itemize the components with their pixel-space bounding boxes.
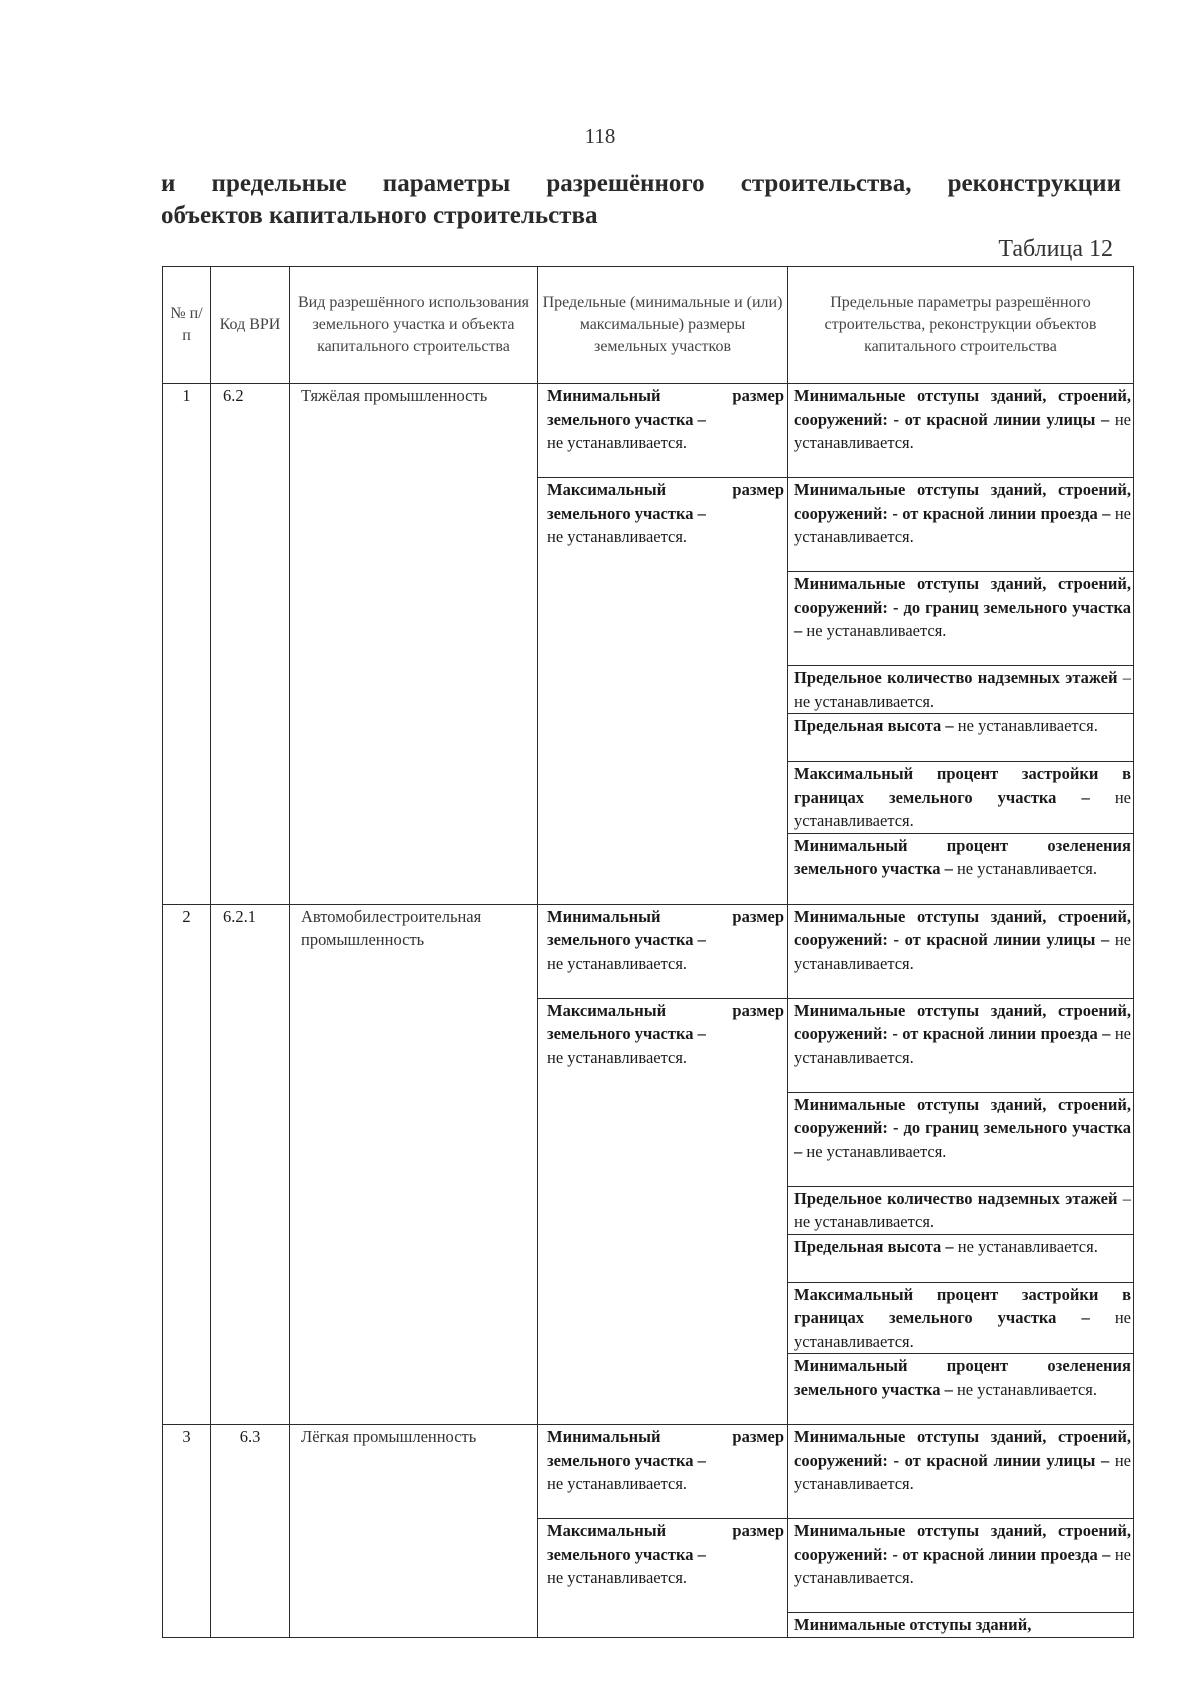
row-number: 1 bbox=[163, 384, 211, 905]
table-caption: Таблица 12 bbox=[998, 236, 1113, 262]
param-text bbox=[788, 478, 1133, 549]
param-text bbox=[788, 1519, 1133, 1590]
param-cell bbox=[788, 1519, 1134, 1613]
param-block bbox=[794, 1235, 1131, 1259]
param-block bbox=[794, 999, 1131, 1070]
param-value: не устанавливается. bbox=[794, 1450, 1131, 1493]
max-size-title: Максимальный размер земельного участка – bbox=[547, 480, 784, 523]
row-number: 2 bbox=[163, 904, 211, 1425]
param-text bbox=[788, 572, 1133, 643]
table-row bbox=[163, 384, 1134, 478]
table-row bbox=[163, 1425, 1134, 1519]
min-size-value: не устанавливается. bbox=[547, 953, 688, 973]
param-block bbox=[794, 478, 1131, 549]
param-block bbox=[794, 834, 1131, 881]
param-cell bbox=[788, 714, 1134, 762]
table-row bbox=[163, 904, 1134, 998]
param-title: Предельное количество надземных этажей bbox=[794, 1188, 1118, 1208]
param-value: не устанавливается. bbox=[794, 409, 1131, 452]
param-title: Минимальные отступы зданий, bbox=[794, 1615, 1032, 1634]
param-text bbox=[788, 714, 1133, 738]
param-detail: - от красной линии проезда – bbox=[892, 1024, 1111, 1043]
param-block bbox=[794, 1519, 1131, 1590]
min-size bbox=[538, 1425, 787, 1496]
min-size-cell bbox=[538, 384, 788, 478]
param-block bbox=[794, 1093, 1131, 1164]
param-text bbox=[788, 1425, 1133, 1496]
param-cell bbox=[788, 762, 1134, 834]
param-cell bbox=[788, 1186, 1134, 1234]
param-title: Минимальные отступы зданий, строений, сооружений: bbox=[794, 1000, 1131, 1043]
header-code: Код ВРИ bbox=[211, 267, 290, 384]
param-block bbox=[794, 1187, 1131, 1234]
row-land-use-type: Лёгкая промышленность bbox=[290, 1425, 538, 1638]
max-size-title: Максимальный размер земельного участка – bbox=[547, 1521, 784, 1564]
param-value: не устанавливается. bbox=[957, 716, 1098, 735]
param-value: не устанавливается. bbox=[794, 1024, 1131, 1067]
regulations-table bbox=[162, 266, 1134, 1638]
max-size bbox=[538, 1519, 787, 1590]
param-title: Максимальный процент застройки в границах земельного участка – bbox=[794, 1284, 1131, 1327]
param-detail: - от красной линии проезда – bbox=[892, 503, 1111, 523]
param-block bbox=[794, 1613, 1131, 1637]
min-size-title: Минимальный размер земельного участка – bbox=[547, 906, 784, 949]
param-detail: - до границ земельного участка – bbox=[794, 597, 1131, 640]
row-land-use-type: Автомобилестроительная промышленность bbox=[290, 904, 538, 1425]
header-sizes: Предельные (минимальные и (или) максимальные) размеры земельных участков bbox=[538, 267, 788, 384]
min-size-value: не устанавливается. bbox=[547, 433, 688, 452]
param-title: Минимальные отступы зданий, строений, сооружений: bbox=[794, 906, 1131, 949]
param-text bbox=[788, 1283, 1133, 1354]
param-cell bbox=[788, 998, 1134, 1092]
param-detail: - от красной линии улицы – bbox=[893, 409, 1110, 429]
param-value: не устанавливается. bbox=[806, 621, 947, 640]
param-block bbox=[794, 666, 1131, 713]
min-size-title: Минимальный размер земельного участка – bbox=[547, 1427, 784, 1470]
param-cell bbox=[788, 384, 1134, 478]
max-size-value: не устанавливается. bbox=[547, 1568, 688, 1587]
param-cell bbox=[788, 478, 1134, 572]
row-number: 3 bbox=[163, 1425, 211, 1638]
min-size-cell bbox=[538, 904, 788, 998]
param-value: – не устанавливается. bbox=[794, 1188, 1131, 1231]
row-code: 6.2.1 bbox=[211, 904, 290, 1425]
max-size-cell bbox=[538, 998, 788, 1425]
param-cell bbox=[788, 666, 1134, 714]
row-code: 6.3 bbox=[211, 1425, 290, 1638]
param-text bbox=[788, 834, 1133, 881]
min-size-cell bbox=[538, 1425, 788, 1519]
max-size-value: не устанавливается. bbox=[547, 1047, 688, 1067]
param-cell bbox=[788, 1092, 1134, 1186]
param-value: не устанавливается. bbox=[956, 859, 1098, 878]
header-params: Предельные параметры разрешённого строительства, реконструкции объектов капитального строительства bbox=[788, 267, 1134, 384]
max-size-cell bbox=[538, 1519, 788, 1638]
param-text bbox=[788, 762, 1133, 833]
param-title: Предельная высота – bbox=[794, 1236, 954, 1256]
max-size bbox=[538, 999, 787, 1070]
param-title: Минимальные отступы зданий, строений, сооружений: bbox=[794, 386, 1131, 429]
max-size-title: Максимальный размер земельного участка – bbox=[547, 1000, 784, 1043]
param-value: не устанавливается. bbox=[956, 1379, 1098, 1399]
header-type: Вид разрешённого использования земельного участка и объекта капитального строительства bbox=[290, 267, 538, 384]
param-cell bbox=[788, 1354, 1134, 1425]
param-detail: - до границ земельного участка – bbox=[794, 1118, 1131, 1161]
max-size bbox=[538, 478, 787, 549]
param-detail: - от красной линии проезда – bbox=[892, 1544, 1111, 1564]
param-text bbox=[788, 1354, 1133, 1401]
param-cell bbox=[788, 1425, 1134, 1519]
param-value: не устанавливается. bbox=[794, 503, 1131, 546]
param-block bbox=[794, 905, 1131, 976]
param-value: не устанавливается. bbox=[957, 1236, 1098, 1256]
min-size bbox=[538, 384, 787, 455]
page-number: 118 bbox=[584, 124, 616, 148]
param-block bbox=[794, 1354, 1131, 1401]
table-header-row bbox=[163, 267, 1134, 384]
param-block bbox=[794, 714, 1131, 738]
param-cell bbox=[788, 833, 1134, 904]
max-size-cell bbox=[538, 478, 788, 905]
min-size bbox=[538, 905, 787, 976]
param-value: не устанавливается. bbox=[794, 787, 1131, 830]
param-text bbox=[788, 1613, 1133, 1637]
table-body bbox=[163, 384, 1134, 1638]
row-land-use-type: Тяжёлая промышленность bbox=[290, 384, 538, 905]
param-title: Минимальный процент озеленения земельного участка – bbox=[794, 1356, 1131, 1399]
param-text bbox=[788, 1093, 1133, 1164]
param-text bbox=[788, 384, 1133, 455]
param-cell bbox=[788, 1234, 1134, 1282]
min-size-title: Минимальный размер земельного участка – bbox=[547, 386, 784, 429]
param-value: не устанавливается. bbox=[794, 1308, 1131, 1351]
param-cell bbox=[788, 1613, 1134, 1638]
param-block bbox=[794, 384, 1131, 455]
param-text bbox=[788, 666, 1133, 713]
param-cell bbox=[788, 572, 1134, 666]
max-size-value: не устанавливается. bbox=[547, 527, 688, 546]
param-block bbox=[794, 572, 1131, 643]
param-block bbox=[794, 1425, 1131, 1496]
param-block bbox=[794, 1283, 1131, 1354]
param-title: Минимальный процент озеленения земельного участка – bbox=[794, 835, 1131, 878]
row-code: 6.2 bbox=[211, 384, 290, 905]
param-title: Предельное количество надземных этажей bbox=[794, 668, 1118, 687]
param-text bbox=[788, 1187, 1133, 1234]
param-text bbox=[788, 905, 1133, 976]
param-text bbox=[788, 1235, 1133, 1259]
min-size-value: не устанавливается. bbox=[547, 1474, 688, 1493]
param-value: не устанавливается. bbox=[794, 1544, 1131, 1587]
param-cell bbox=[788, 1282, 1134, 1354]
param-value: – не устанавливается. bbox=[794, 668, 1131, 711]
param-title: Минимальные отступы зданий, строений, сооружений: bbox=[794, 1094, 1131, 1137]
param-cell bbox=[788, 904, 1134, 998]
section-heading bbox=[161, 168, 1121, 232]
param-title: Минимальные отступы зданий, строений, сооружений: bbox=[794, 480, 1131, 523]
heading-line-2: объектов капитального строительства bbox=[161, 202, 598, 229]
param-block bbox=[794, 762, 1131, 833]
param-value: не устанавливается. bbox=[806, 1141, 947, 1161]
param-title: Максимальный процент застройки в границах земельного участка – bbox=[794, 764, 1131, 807]
param-title: Минимальные отступы зданий, строений, сооружений: bbox=[794, 1521, 1131, 1564]
param-title: Минимальные отступы зданий, строений, сооружений: bbox=[794, 1427, 1131, 1470]
param-text bbox=[788, 999, 1133, 1070]
heading-line-1: и предельные параметры разрешённого строительства, реконструкции bbox=[161, 170, 1121, 197]
param-detail: - от красной линии улицы – bbox=[893, 1450, 1110, 1470]
param-title: Минимальные отступы зданий, строений, сооружений: bbox=[794, 574, 1131, 617]
param-title: Предельная высота – bbox=[794, 716, 954, 735]
param-value: не устанавливается. bbox=[794, 930, 1131, 973]
param-detail: - от красной линии улицы – bbox=[893, 930, 1110, 949]
header-num: № п/п bbox=[163, 267, 211, 384]
